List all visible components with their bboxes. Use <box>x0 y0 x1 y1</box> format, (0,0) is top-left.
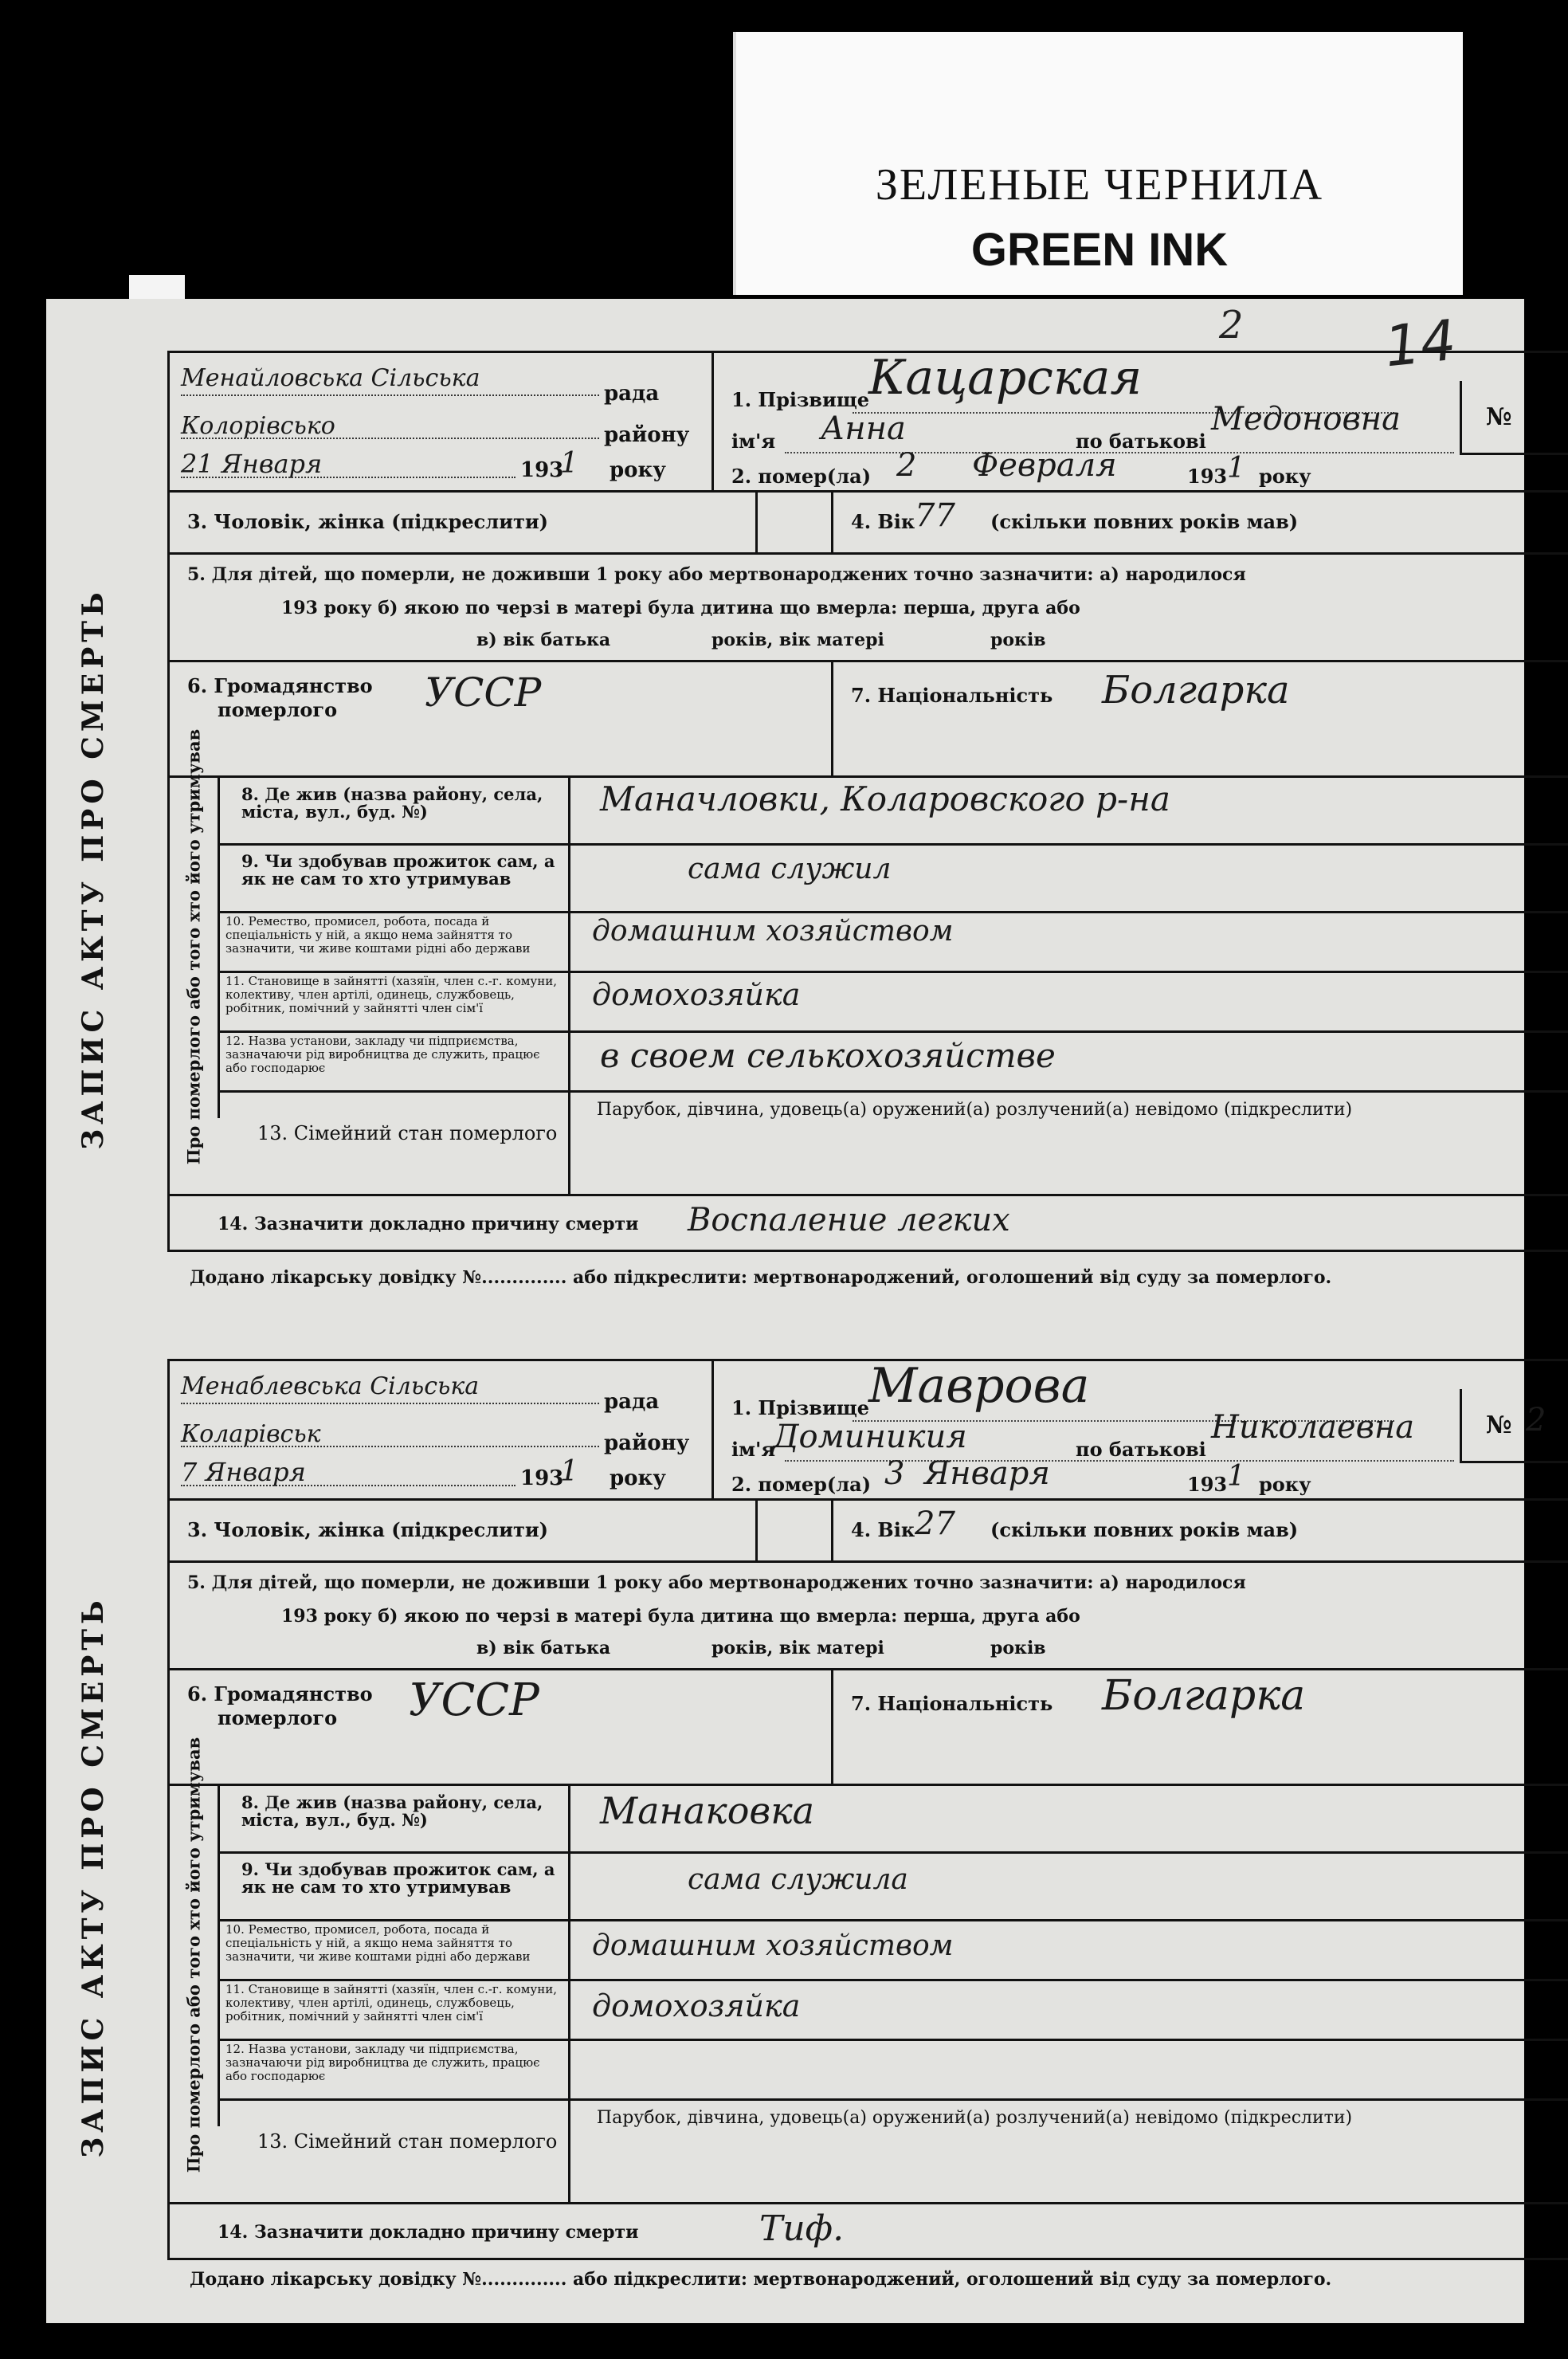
registration-header <box>167 1359 714 1501</box>
f5-line1: 5. Для дітей, що померли, не доживши 1 року або мертвонароджених точно зазначити: а) народилося <box>187 564 1246 585</box>
f2-label: 2. помер(ла) <box>731 465 872 488</box>
registration-date: 21 Января <box>181 449 323 479</box>
f5-years-father: років, вік матері <box>711 1638 884 1658</box>
f5-line1: 5. Для дітей, що померли, не доживши 1 року або мертвонароджених точно зазначити: а) народилося <box>187 1572 1246 1593</box>
residence-value: Маначловки, Коларовского р-на <box>600 779 1170 818</box>
side-subtitle <box>170 728 220 1165</box>
death-year: 1 <box>1227 1460 1245 1493</box>
f12-label: 12. Назва установи, закладу чи підприємства, зазначаючи рід виробництва де служить, працює або господарює <box>225 1034 540 1075</box>
side-title-text: ЗАПИС АКТУ ПРО СМЕРТЬ <box>76 1596 110 2158</box>
first-name: Анна <box>821 410 906 447</box>
f7-label: 7. Національність <box>851 684 1053 707</box>
livelihood-value: сама служила <box>688 1863 908 1896</box>
death-day: 3 <box>884 1455 905 1492</box>
side-subtitle-text: Про померлого або того хто його утримував <box>183 1737 204 2173</box>
citizenship-value: УССР <box>409 1674 539 1726</box>
f5-line2: 193 року б) якою по черзі в матері була дитина що вмерла: перша, друга або <box>281 598 1080 618</box>
f8-label: 8. Де жив (назва району, села, міста, вул., буд. №) <box>241 784 543 822</box>
f9-label: 9. Чи здобував прожиток сам, а як не сам то хто утримував <box>241 851 555 889</box>
f6-label: 6. Громадянство <box>187 674 373 697</box>
cause-value: Тиф. <box>759 2208 845 2249</box>
death-roku-label: року <box>1259 465 1311 488</box>
f6-label: 6. Громадянство <box>187 1682 373 1705</box>
f13-label: 13. Сімейний стан померлого <box>257 1122 558 1144</box>
district-name: Колорівсько <box>181 412 335 440</box>
death-month: Января <box>924 1455 1050 1492</box>
po-batkovi-label: по батькові <box>1076 1438 1206 1461</box>
registration-year: 1 <box>560 447 578 480</box>
institution-value: в своем селькохозяйстве <box>600 1036 1056 1075</box>
surname: Маврова <box>868 1358 1090 1414</box>
f10-label: 10. Ремество, промисел, робота, посада й спеціальність у ній, а якщо нема зайняття то зазначити, чи живе коштами рідні або держави <box>225 914 531 956</box>
raion-label: району <box>604 1431 690 1455</box>
number-sign: № <box>1486 403 1512 431</box>
f5-line2: 193 року б) якою по черзі в матері була дитина що вмерла: перша, друга або <box>281 1606 1080 1627</box>
death-day: 2 <box>896 447 917 484</box>
occupation-value: домашним хозяйством <box>592 1929 954 1962</box>
death-roku-label: року <box>1259 1473 1311 1496</box>
side-title-text: ЗАПИС АКТУ ПРО СМЕРТЬ <box>76 587 110 1150</box>
side-subtitle <box>170 1737 220 2173</box>
f13-label: 13. Сімейний стан померлого <box>257 2130 558 2153</box>
district-name: Коларівськ <box>181 1420 321 1448</box>
year-prefix: 193 <box>520 1466 564 1490</box>
identity-header <box>709 351 1568 493</box>
archive-label-card <box>733 32 1463 295</box>
label-text-english: GREEN INK <box>970 224 1229 276</box>
f5-line3: в) вік батька <box>476 1638 611 1658</box>
position-value: домохозяйка <box>592 1988 801 2023</box>
imya-label: ім'я <box>731 430 776 453</box>
patronymic: Николаевна <box>1211 1409 1415 1446</box>
f4-tail-label: (скільки повних років мав) <box>990 510 1299 533</box>
record-number: 2 <box>1526 1402 1546 1439</box>
citizenship-value: УССР <box>425 669 542 716</box>
f5-line3: в) вік батька <box>476 630 611 650</box>
f11-label: 11. Становище в зайнятті (хазяїн, член с.-г. комуни, колективу, член артілі, одинець, службовець, робітник, помічний у зайнятті член сім'ї <box>225 1982 557 2023</box>
age-value: 27 <box>915 1505 955 1542</box>
imya-label: ім'я <box>731 1438 776 1461</box>
f9-label: 9. Чи здобував прожиток сам, а як не сам то хто утримував <box>241 1859 555 1897</box>
death-year-prefix: 193 <box>1187 1473 1228 1496</box>
residence-value: Манаковка <box>600 1789 815 1832</box>
number-sign: № <box>1486 1411 1512 1439</box>
f5-years-mother: років <box>990 630 1046 650</box>
side-title <box>69 490 118 1247</box>
side-subtitle-text: Про померлого або того хто його утримував <box>183 728 204 1165</box>
footer-note: Додано лікарську довідку №.............. або підкреслити: мертвонароджений, оголошений від суду за померлого. <box>190 2269 1332 2290</box>
death-month: Февраля <box>972 447 1117 484</box>
footer-note: Додано лікарську довідку №.............. або підкреслити: мертвонароджений, оголошений від суду за померлого. <box>190 1267 1332 1288</box>
f13-options: Парубок, дівчина, удовець(а) оружений(а) розлучений(а) невідомо (підкреслити) <box>596 1100 1353 1120</box>
registration-year: 1 <box>560 1455 578 1488</box>
f3-label: 3. Чоловік, жінка (підкреслити) <box>187 1518 549 1541</box>
rada-label: рада <box>604 1390 660 1414</box>
position-value: домохозяйка <box>592 977 801 1012</box>
po-batkovi-label: по батькові <box>1076 430 1206 453</box>
record-number-box <box>1460 1389 1568 1463</box>
record-body <box>167 490 1568 1252</box>
death-record-2 <box>76 1358 1546 2290</box>
occupation-value: домашним хозяйством <box>592 915 954 948</box>
registration-date: 7 Января <box>181 1457 306 1487</box>
record-body <box>167 1498 1568 2260</box>
f12-label: 12. Назва установи, закладу чи підприємства, зазначаючи рід виробництва де служить, працює або господарює <box>225 2042 540 2083</box>
death-year: 1 <box>1227 452 1245 485</box>
f7-label: 7. Національність <box>851 1692 1053 1715</box>
raion-label: району <box>604 423 690 447</box>
f4-label: 4. Вік <box>851 1518 915 1541</box>
roku-label: року <box>610 1466 666 1490</box>
council-name: Менайловська Сільська <box>181 364 480 392</box>
roku-label: року <box>610 458 666 482</box>
f1-label: 1. Прізвище <box>731 388 870 411</box>
death-record-1 <box>76 350 1512 1288</box>
f10-label: 10. Ремество, промисел, робота, посада й спеціальність у ній, а якщо нема зайняття то зазначити, чи живе коштами рідні або держави <box>225 1922 531 1964</box>
first-name: Доминикия <box>773 1419 967 1455</box>
death-year-prefix: 193 <box>1187 465 1228 488</box>
registration-header <box>167 351 714 493</box>
council-name: Менаблевська Сільська <box>181 1372 480 1400</box>
livelihood-value: сама служил <box>688 853 892 885</box>
record-number-box <box>1460 381 1568 455</box>
cause-value: Воспаление легких <box>688 1202 1010 1238</box>
f6-label-b: померлого <box>218 1706 338 1729</box>
f6-label-b: померлого <box>218 698 338 721</box>
label-text-russian: ЗЕЛЕНЫЕ ЧЕРНИЛА <box>875 160 1324 210</box>
f5-years-mother: років <box>990 1638 1046 1658</box>
f5-years-father: років, вік матері <box>711 630 884 650</box>
f14-label: 14. Зазначити докладно причину смерти <box>218 1214 639 1234</box>
f2-label: 2. помер(ла) <box>731 1473 872 1496</box>
corner-mark: 2 <box>1219 303 1244 347</box>
f8-label: 8. Де жив (назва району, села, міста, вул., буд. №) <box>241 1792 543 1830</box>
f4-label: 4. Вік <box>851 510 915 533</box>
side-title <box>69 1498 118 2255</box>
f11-label: 11. Становище в зайнятті (хазяїн, член с.-г. комуни, колективу, член артілі, одинець, службовець, робітник, помічний у зайнятті член сім'ї <box>225 974 557 1015</box>
age-value: 77 <box>915 497 955 534</box>
f14-label: 14. Зазначити докладно причину смерти <box>218 2222 639 2243</box>
year-prefix: 193 <box>520 458 564 482</box>
f3-label: 3. Чоловік, жінка (підкреслити) <box>187 510 549 533</box>
f13-options: Парубок, дівчина, удовець(а) оружений(а) розлучений(а) невідомо (підкреслити) <box>596 2108 1353 2128</box>
f4-tail-label: (скільки повних років мав) <box>990 1518 1299 1541</box>
rada-label: рада <box>604 382 660 406</box>
surname: Кацарская <box>868 350 1143 406</box>
sheet-number: 14 <box>1381 307 1460 380</box>
identity-header <box>709 1359 1568 1501</box>
nationality-value: Болгарка <box>1102 668 1290 712</box>
f1-label: 1. Прізвище <box>731 1396 870 1419</box>
nationality-value: Болгарка <box>1102 1672 1306 1720</box>
patronymic: Медоновна <box>1211 401 1401 438</box>
